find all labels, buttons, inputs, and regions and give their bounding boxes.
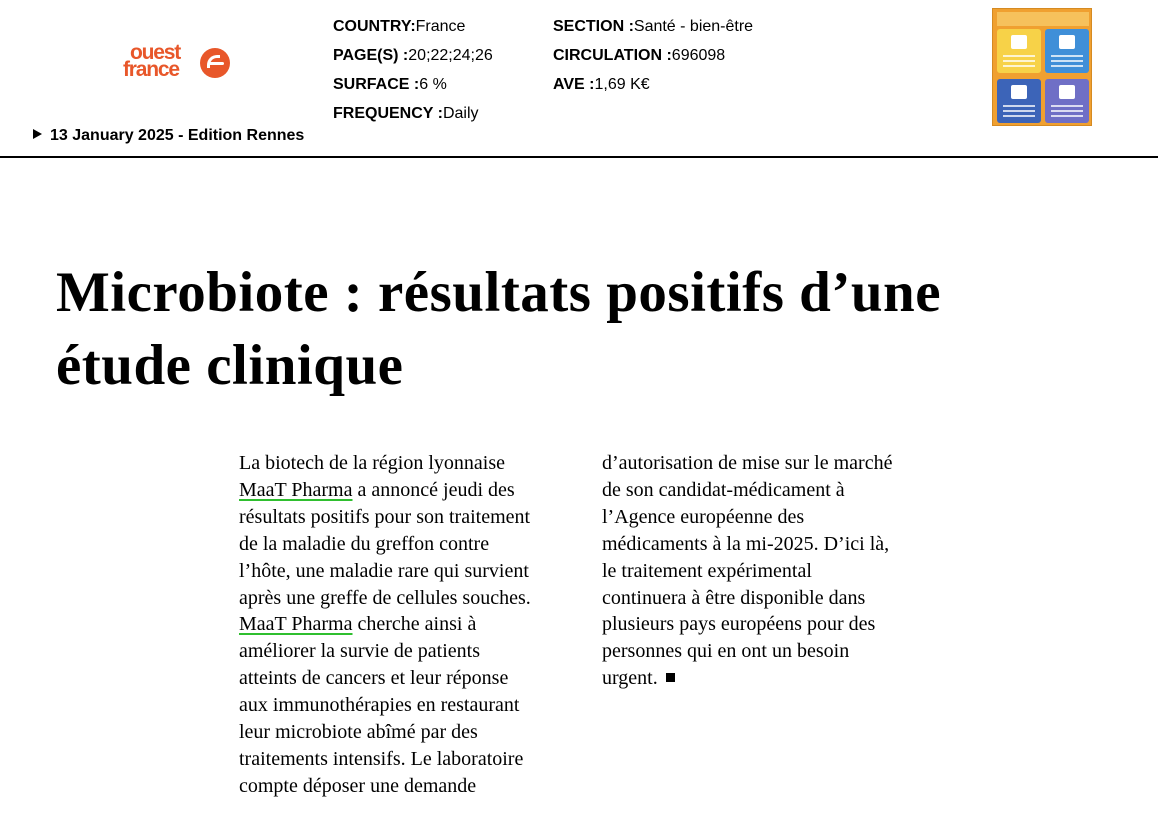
text-line: La biotech de la région lyonnaise bbox=[239, 452, 506, 474]
surface-value: 6 % bbox=[419, 76, 447, 93]
text-fragment: urgent. bbox=[602, 667, 658, 690]
edition-text: 13 January 2025 - Edition Rennes bbox=[50, 127, 305, 144]
text-line: l’hôte, une maladie rare qui survient bbox=[239, 559, 529, 582]
text-line: médicaments à la mi-2025. D’ici là, bbox=[602, 532, 890, 555]
text-line bbox=[602, 665, 942, 692]
text-line: le traitement expérimental bbox=[602, 559, 812, 582]
thumbnail-icon bbox=[1011, 85, 1027, 99]
country-label: COUNTRY: bbox=[333, 18, 416, 35]
text-line: continuera à être disponible dans bbox=[602, 586, 866, 609]
thumbnail-icon bbox=[1059, 85, 1075, 99]
frequency-label: FREQUENCY : bbox=[333, 105, 443, 122]
logo-disc-icon bbox=[200, 48, 230, 78]
ave-value: 1,69 K€ bbox=[594, 76, 650, 93]
triangle-right-icon bbox=[33, 129, 42, 139]
frequency-value: Daily bbox=[442, 105, 479, 122]
text-line: résultats positifs pour son traitement bbox=[239, 505, 531, 528]
thumbnail-icon bbox=[1011, 35, 1027, 49]
section-label: SECTION : bbox=[553, 18, 634, 35]
text-line: l’Agence européenne des bbox=[602, 505, 805, 528]
ouest-france-logo bbox=[118, 40, 238, 88]
meta-section bbox=[553, 17, 753, 37]
section-value: Santé - bien-être bbox=[633, 18, 754, 35]
logo-word-france: france bbox=[123, 58, 179, 81]
article-column-1 bbox=[239, 450, 579, 800]
text-line: de son candidat-médicament à bbox=[602, 478, 845, 501]
company-link[interactable]: MaaT Pharma bbox=[239, 478, 353, 501]
country-value: France bbox=[415, 18, 466, 35]
meta-ave bbox=[553, 75, 650, 95]
text-line: leur microbiote abîmé par des bbox=[239, 721, 478, 744]
thumbnail-icon bbox=[1059, 35, 1075, 49]
headline-line-2: étude clinique bbox=[56, 334, 404, 397]
end-square-icon bbox=[666, 673, 675, 682]
meta-surface bbox=[333, 75, 447, 95]
company-link[interactable]: MaaT Pharma bbox=[239, 613, 353, 636]
text-line bbox=[239, 477, 579, 504]
meta-pages bbox=[333, 46, 493, 66]
headline bbox=[56, 256, 1056, 402]
pages-value: 20;22;24;26 bbox=[408, 47, 493, 64]
text-line: après une greffe de cellules souches. bbox=[239, 586, 531, 609]
text-line: personnes qui en ont un besoin bbox=[602, 640, 850, 663]
text-line: traitements intensifs. Le laboratoire bbox=[239, 747, 524, 770]
edition-line bbox=[33, 127, 304, 145]
text-line: compte déposer une demande bbox=[239, 774, 477, 797]
meta-frequency bbox=[333, 104, 479, 124]
text-line: améliorer la survie de patients bbox=[239, 640, 481, 663]
text-line: d’autorisation de mise sur le marché bbox=[602, 452, 893, 474]
headline-line-1: Microbiote : résultats positifs d’une bbox=[56, 261, 942, 324]
text-line: aux immunothérapies en restaurant bbox=[239, 694, 520, 717]
meta-circulation bbox=[553, 46, 725, 66]
circulation-label: CIRCULATION : bbox=[553, 47, 672, 64]
text-line: plusieurs pays européens pour des bbox=[602, 613, 876, 636]
header-divider bbox=[0, 156, 1158, 158]
text-fragment: cherche ainsi à bbox=[352, 613, 477, 636]
pages-label: PAGE(S) : bbox=[333, 47, 409, 64]
text-fragment: a annoncé jeudi des bbox=[352, 478, 515, 501]
page-thumbnail bbox=[992, 8, 1092, 126]
logo-word-ouest: ouest bbox=[130, 41, 181, 64]
text-line: atteints de cancers et leur réponse bbox=[239, 667, 509, 690]
text-line bbox=[239, 611, 579, 638]
text-line: de la maladie du greffon contre bbox=[239, 532, 490, 555]
article-column-2 bbox=[602, 450, 942, 692]
surface-label: SURFACE : bbox=[333, 76, 420, 93]
meta-country bbox=[333, 17, 465, 37]
ave-label: AVE : bbox=[553, 76, 595, 93]
circulation-value: 696098 bbox=[671, 47, 726, 64]
